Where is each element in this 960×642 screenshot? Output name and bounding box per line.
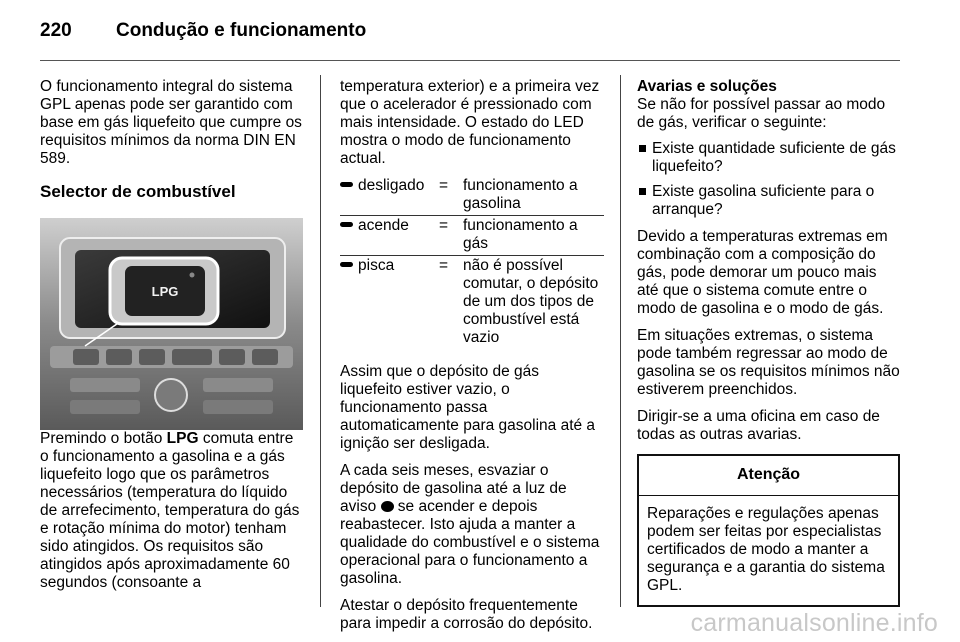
column-2 — [340, 78, 604, 642]
bullet-icon — [639, 145, 646, 152]
column-divider-2 — [620, 75, 621, 607]
lpg-button-label: LPG — [151, 284, 179, 299]
warning-box — [637, 454, 900, 607]
bullet-icon — [639, 188, 646, 195]
fuel-selector-photo — [40, 218, 303, 430]
table-row: desligado = funcionamento a gasolina — [340, 176, 604, 216]
warning-body: Reparações e regulações apenas podem ser feitas por especialistas certificados de modo a manter a segurança e a garantia do sistema GPL. — [647, 505, 885, 594]
faults-intro: Se não for possível passar ao modo de gás, verificar o seguinte: — [637, 96, 886, 131]
led-dash-icon — [340, 262, 353, 267]
column-1 — [40, 78, 306, 601]
column-3 — [637, 78, 901, 607]
led-intro-paragraph: temperatura exterior) e a primeira vez que o acelerador é pressionado com mais intensidade. O estado do LED mostra o modo de funcionamento actual. — [340, 78, 600, 167]
column-divider-1 — [320, 75, 321, 607]
led-dash-icon — [340, 222, 353, 227]
table-row: pisca = não é possível comutar, o depósito de um dos tipos de combustível está vazio — [340, 256, 604, 350]
refill-paragraph: Atestar o depósito frequentemente para impedir a corrosão do depósito. — [340, 597, 593, 632]
page-title: Condução e funcionamento — [116, 20, 367, 41]
checklist — [637, 140, 901, 219]
page-number: 220 — [40, 20, 72, 41]
temperature-paragraph: Devido a temperaturas extremas em combinação com a composição do gás, pode demorar um pouco mais até que o sistema comute entre o modo de gasolina e o modo de gás. — [637, 228, 888, 317]
faults-title: Avarias e soluções — [637, 78, 777, 95]
empty-tank-paragraph: Assim que o depósito de gás liquefeito estiver vazio, o funcionamento passa automaticamente para gasolina até a ignição ser desligada. — [340, 363, 596, 452]
section-title: Selector de combustível — [40, 182, 236, 201]
list-item: Existe gasolina suficiente para o arranque? — [637, 183, 901, 219]
workshop-paragraph: Dirigir-se a uma oficina em caso de todas as outras avarias. — [637, 408, 880, 443]
led-status-table — [340, 176, 604, 349]
header-rule — [40, 60, 900, 61]
six-months-paragraph: A cada seis meses, esvaziar o depósito de gasolina até a luz de aviso se acender e depois reabastecer. Isto ajuda a manter a qualidade do combustível e o sistema operacional para o funcionamento a gasolina. — [340, 462, 600, 587]
warning-light-icon — [381, 501, 394, 512]
intro-paragraph: O funcionamento integral do sistema GPL apenas pode ser garantido com base em gás liquefeito que cumpre os requisitos mínimos da norma DIN EN 589. — [40, 78, 302, 167]
lpg-label-bold: LPG — [166, 430, 199, 447]
table-row: acende = funcionamento a gás — [340, 216, 604, 256]
list-item: Existe quantidade suficiente de gás liquefeito? — [637, 140, 901, 176]
watermark: carmanualsonline.info — [690, 609, 938, 637]
led-dash-icon — [340, 182, 353, 187]
warning-title: Atenção — [639, 456, 898, 496]
extreme-paragraph: Em situações extremas, o sistema pode também regressar ao modo de gasolina se os requisitos mínimos não estiverem preenchidos. — [637, 327, 900, 398]
lpg-button-paragraph: Premindo o botão LPG comuta entre o funcionamento a gasolina e a gás liquefeito logo que os parâmetros necessários (temperatura do líquido de arrefecimento, temperatura do gás e rotação mínima do motor) tenham sido atingidos. Os requisitos são atingidos após aproximadamente 60 segundos (consoante a — [40, 430, 300, 591]
